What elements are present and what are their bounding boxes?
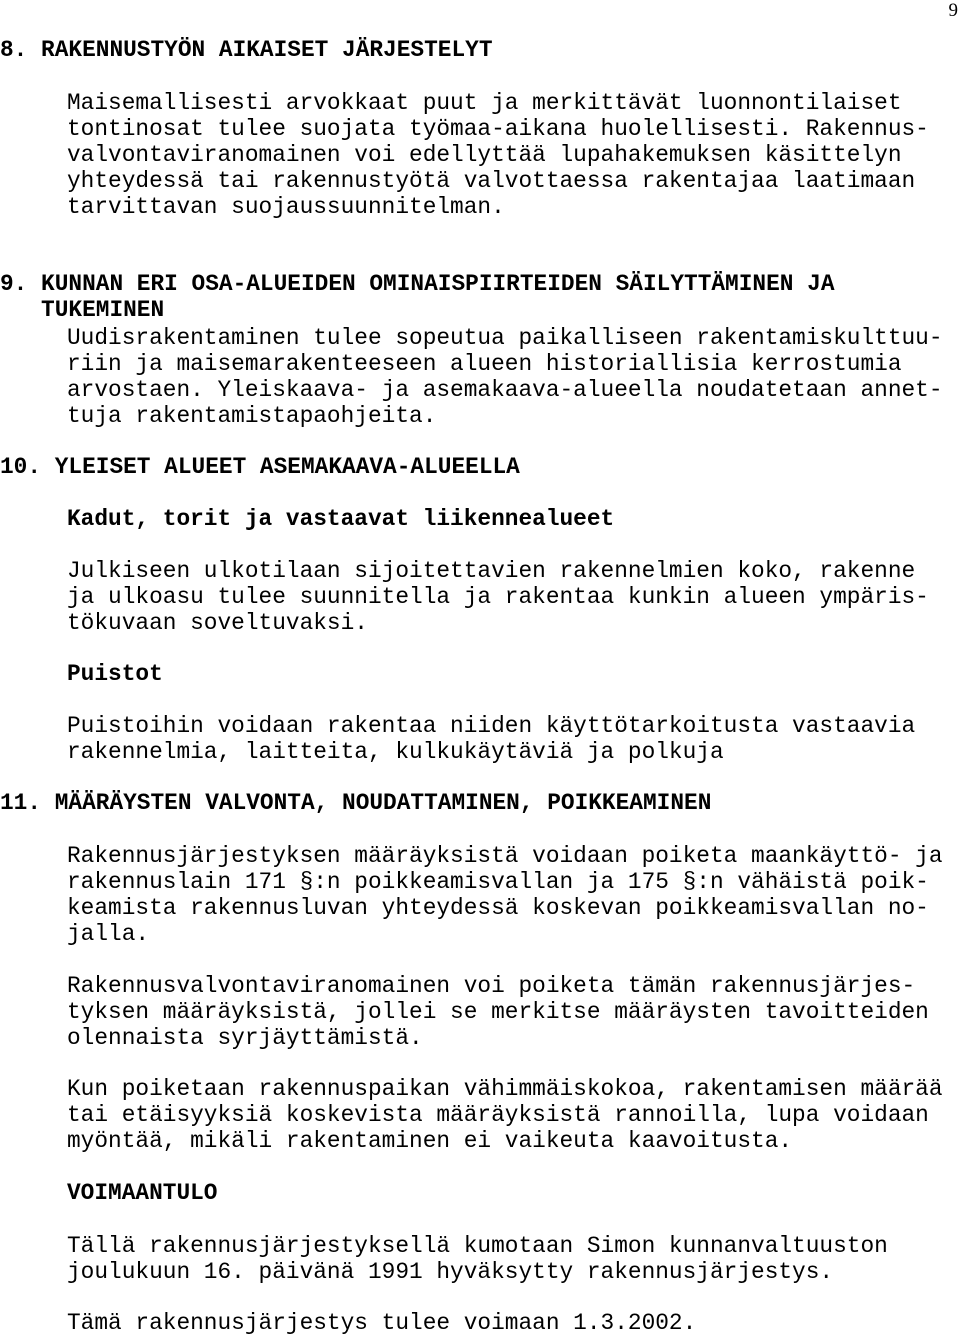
voimaantulo-heading: VOIMAANTULO <box>67 1180 218 1206</box>
page-number: 9 <box>948 0 958 21</box>
text-line: Julkiseen ulkotilaan sijoitettavien rakennelmien koko, rakenne <box>67 558 916 584</box>
streets-subheading: Kadut, torit ja vastaavat liikennealueet <box>67 506 615 532</box>
heading-line: 9. KUNNAN ERI OSA-ALUEIDEN OMINAISPIIRTEIDEN SÄILYTTÄMINEN JA <box>0 271 835 297</box>
section-11-heading: 11. MÄÄRÄYSTEN VALVONTA, NOUDATTAMINEN, POIKKEAMINEN <box>0 790 712 816</box>
text-line: olennaista syrjäyttämistä. <box>67 1025 423 1051</box>
text-line: Puistoihin voidaan rakentaa niiden käyttötarkoitusta vastaavia <box>67 713 916 739</box>
text-line: rakennelmia, laitteita, kulkukäytäviä ja polkuja <box>67 739 724 765</box>
section-11-paragraph-1 <box>67 843 943 947</box>
text-line: arvostaen. Yleiskaava- ja asemakaava-alueella noudatetaan annet- <box>67 377 943 403</box>
text-line: ja ulkoasu tulee suunnitella ja rakentaa kunkin alueen ympäris- <box>67 584 929 610</box>
voimaantulo-paragraph-2 <box>67 1310 696 1336</box>
text-line: tai etäisyyksiä koskevista määräyksistä rannoilla, lupa voidaan <box>67 1102 929 1128</box>
text-line: Tämä rakennusjärjestys tulee voimaan 1.3.2002. <box>67 1310 697 1336</box>
text-line: riin ja maisemarakenteeseen alueen historiallisia kerrostumia <box>67 351 902 377</box>
text-line: tyksen määräyksistä, jollei se merkitse määräysten tavoitteiden <box>67 999 929 1025</box>
section-8-heading: 8. RAKENNUSTYÖN AIKAISET JÄRJESTELYT <box>0 37 493 63</box>
text-line: tökuvaan soveltuvaksi. <box>67 610 368 636</box>
parks-subheading: Puistot <box>67 661 163 687</box>
text-line: valvontaviranomainen voi edellyttää lupahakemuksen käsittelyn <box>67 142 902 168</box>
text-line: tarvittavan suojaussuunnitelman. <box>67 194 505 220</box>
streets-paragraph <box>67 558 929 636</box>
section-9-paragraph <box>67 325 943 429</box>
text-line: keamista rakennusluvan yhteydessä koskevan poikkeamisvallan no- <box>67 895 929 921</box>
text-line: Rakennusvalvontaviranomainen voi poiketa tämän rakennusjärjes- <box>67 973 916 999</box>
text-line: Uudisrakentaminen tulee sopeutua paikalliseen rakentamiskulttuu- <box>67 325 943 351</box>
text-line: rakennuslain 171 §:n poikkeamisvallan ja 175 §:n vähäistä poik- <box>67 869 929 895</box>
text-line: Kun poiketaan rakennuspaikan vähimmäiskokoa, rakentamisen määrää <box>67 1076 943 1102</box>
section-11-paragraph-3 <box>67 1076 943 1154</box>
text-line: Maisemallisesti arvokkaat puut ja merkittävät luonnontilaiset <box>67 90 902 116</box>
text-line: jalla. <box>67 921 150 947</box>
text-line: Tällä rakennusjärjestyksellä kumotaan Simon kunnanvaltuuston <box>67 1233 888 1259</box>
text-line: tuja rakentamistapaohjeita. <box>67 403 437 429</box>
text-line: Rakennusjärjestyksen määräyksistä voidaan poiketa maankäyttö- ja <box>67 843 943 869</box>
text-line: yhteydessä tai rakennustyötä valvottaessa rakentajaa laatimaan <box>67 168 916 194</box>
text-line: tontinosat tulee suojata työmaa-aikana huolellisesti. Rakennus- <box>67 116 929 142</box>
section-10-heading: 10. YLEISET ALUEET ASEMAKAAVA-ALUEELLA <box>0 454 520 480</box>
parks-paragraph <box>67 713 915 765</box>
voimaantulo-paragraph-1 <box>67 1233 888 1285</box>
section-11-paragraph-2 <box>67 973 929 1051</box>
text-line: myöntää, mikäli rakentaminen ei vaikeuta kaavoitusta. <box>67 1128 793 1154</box>
heading-line: TUKEMINEN <box>0 297 165 323</box>
section-9-heading <box>0 245 835 323</box>
text-line: joulukuun 16. päivänä 1991 hyväksytty rakennusjärjestys. <box>67 1259 834 1285</box>
section-8-paragraph <box>67 90 929 220</box>
